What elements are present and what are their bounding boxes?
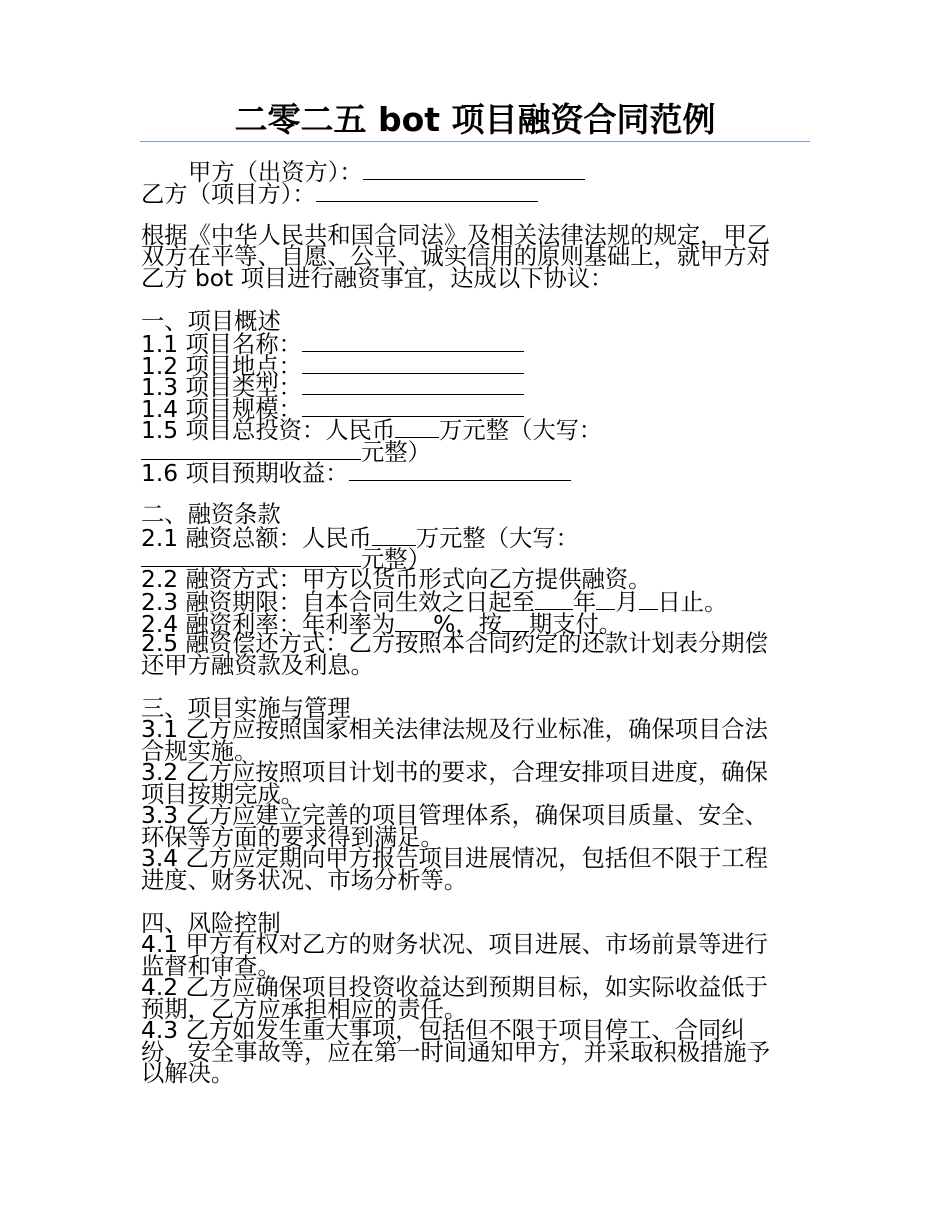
party-b-blank bbox=[316, 182, 538, 202]
item-2-3 bbox=[141, 589, 813, 616]
preamble-line-2: 双方在平等、自愿、公平、诚实信用的原则基础上，就甲方对 bbox=[141, 243, 771, 270]
item-2-4-rate: %，按 bbox=[433, 610, 502, 638]
item-1-3 bbox=[141, 374, 813, 401]
item-2-3-month-blank bbox=[596, 590, 615, 610]
item-2-3-year: 年 bbox=[572, 589, 597, 616]
item-2-1-amount-blank bbox=[372, 526, 416, 546]
item-1-1-label: 1.1 项目名称： bbox=[141, 331, 302, 358]
party-a-label: 甲方（出资方）： bbox=[188, 159, 363, 186]
item-1-1-blank bbox=[302, 332, 524, 352]
item-3-4-line-2: 进度、财务状况、市场分析等。 bbox=[141, 866, 468, 894]
preamble-line-1: 根据《中华人民共和国合同法》及相关法律法规的规定，甲乙 bbox=[141, 221, 771, 249]
item-3-2-line-1: 3.2 乙方应按照项目计划书的要求，合理安排项目进度，确保 bbox=[141, 759, 768, 786]
item-2-3-day-blank bbox=[639, 590, 658, 610]
item-2-3-month: 月 bbox=[615, 589, 639, 616]
item-3-3-line-2: 环保等方面的要求得到满足。 bbox=[141, 823, 444, 851]
preamble-line-3: 乙方 bot 项目进行融资事宜，达成以下协议： bbox=[141, 264, 614, 292]
party-a-line bbox=[141, 159, 813, 186]
item-4-1-line-2: 监督和审查。 bbox=[141, 952, 281, 980]
item-3-4-line-1: 3.4 乙方应定期向甲方报告项目进展情况，包括但不限于工程 bbox=[141, 845, 768, 872]
item-1-5-label: 1.5 项目总投资：人民币 bbox=[141, 417, 396, 444]
item-1-5-amount-blank bbox=[395, 418, 439, 438]
party-b-label: 乙方（项目方）： bbox=[141, 180, 316, 208]
item-4-2-line-2: 预期，乙方应承担相应的责任。 bbox=[141, 995, 468, 1023]
item-1-6-blank bbox=[349, 461, 571, 481]
item-2-4-period-blank bbox=[502, 612, 529, 632]
item-3-3-line-1: 3.3 乙方应建立完善的项目管理体系，确保项目质量、安全、 bbox=[141, 802, 768, 829]
item-1-5-words-blank bbox=[141, 440, 361, 460]
item-1-4-blank bbox=[302, 397, 524, 417]
document-title: 二零二五 bot 项目融资合同范例 bbox=[140, 100, 810, 142]
item-1-2-label: 1.2 项目地点： bbox=[141, 352, 302, 380]
item-3-2-line-2: 项目按期完成。 bbox=[141, 780, 305, 808]
item-4-3-line-2: 纷、安全事故等，应在第一时间通知甲方，并采取积极措施予 bbox=[141, 1038, 771, 1066]
document-body bbox=[141, 160, 813, 1085]
item-4-1-line-1: 4.1 甲方有权对乙方的财务状况、项目进展、市场前景等进行 bbox=[141, 931, 768, 958]
party-b-line bbox=[141, 180, 813, 208]
item-1-5-unit: 万元整（大写： bbox=[439, 417, 603, 444]
section-2-heading: 二、融资条款 bbox=[141, 501, 281, 528]
party-a-blank bbox=[363, 160, 585, 180]
item-1-5-close: 元整） bbox=[361, 438, 431, 466]
section-3-heading: 三、项目实施与管理 bbox=[141, 694, 351, 722]
item-2-1-unit: 万元整（大写： bbox=[415, 524, 579, 552]
item-2-1-words-blank bbox=[141, 547, 361, 567]
item-2-4-label: 2.4 融资利率：年利率为 bbox=[141, 610, 396, 638]
item-2-4-period: 期支付。 bbox=[528, 610, 623, 638]
item-2-1 bbox=[141, 524, 813, 552]
item-4-3-line-1: 4.3 乙方如发生重大事项，包括但不限于项目停工、合同纠 bbox=[141, 1017, 745, 1044]
item-1-1 bbox=[141, 331, 813, 358]
section-1-heading: 一、项目概述 bbox=[141, 307, 281, 335]
item-2-4-rate-blank bbox=[395, 612, 433, 632]
item-1-4-label: 1.4 项目规模： bbox=[141, 395, 302, 423]
item-1-2 bbox=[141, 352, 813, 380]
item-1-5 bbox=[141, 417, 813, 444]
item-1-2-blank bbox=[302, 354, 524, 374]
section-4-heading: 四、风险控制 bbox=[141, 909, 281, 937]
item-1-6-label: 1.6 项目预期收益： bbox=[141, 460, 349, 487]
item-2-3-year-blank bbox=[535, 590, 573, 610]
item-2-2: 2.2 融资方式：甲方以货币形式向乙方提供融资。 bbox=[141, 565, 652, 593]
item-2-1-close: 元整） bbox=[361, 546, 431, 573]
item-4-3-line-3: 以解决。 bbox=[141, 1060, 235, 1087]
item-3-1-line-1: 3.1 乙方应按照国家相关法律法规及行业标准，确保项目合法 bbox=[141, 716, 768, 743]
item-3-1-line-2: 合规实施。 bbox=[141, 737, 258, 765]
item-4-2-line-1: 4.2 乙方应确保项目投资收益达到预期目标，如实际收益低于 bbox=[141, 974, 768, 1001]
item-1-4 bbox=[141, 395, 813, 423]
item-1-3-blank bbox=[302, 375, 524, 395]
item-2-3-day: 日止。 bbox=[657, 589, 728, 616]
item-2-1-label: 2.1 融资总额：人民币 bbox=[141, 524, 372, 552]
item-1-6 bbox=[141, 460, 813, 487]
item-2-3-label: 2.3 融资期限：自本合同生效之日起至 bbox=[141, 589, 535, 616]
item-2-5-line-2: 还甲方融资款及利息。 bbox=[141, 651, 374, 679]
item-2-5-line-1: 2.5 融资偿还方式：乙方按照本合同约定的还款计划表分期偿 bbox=[141, 630, 768, 657]
item-1-3-label: 1.3 项目类型： bbox=[141, 374, 302, 401]
